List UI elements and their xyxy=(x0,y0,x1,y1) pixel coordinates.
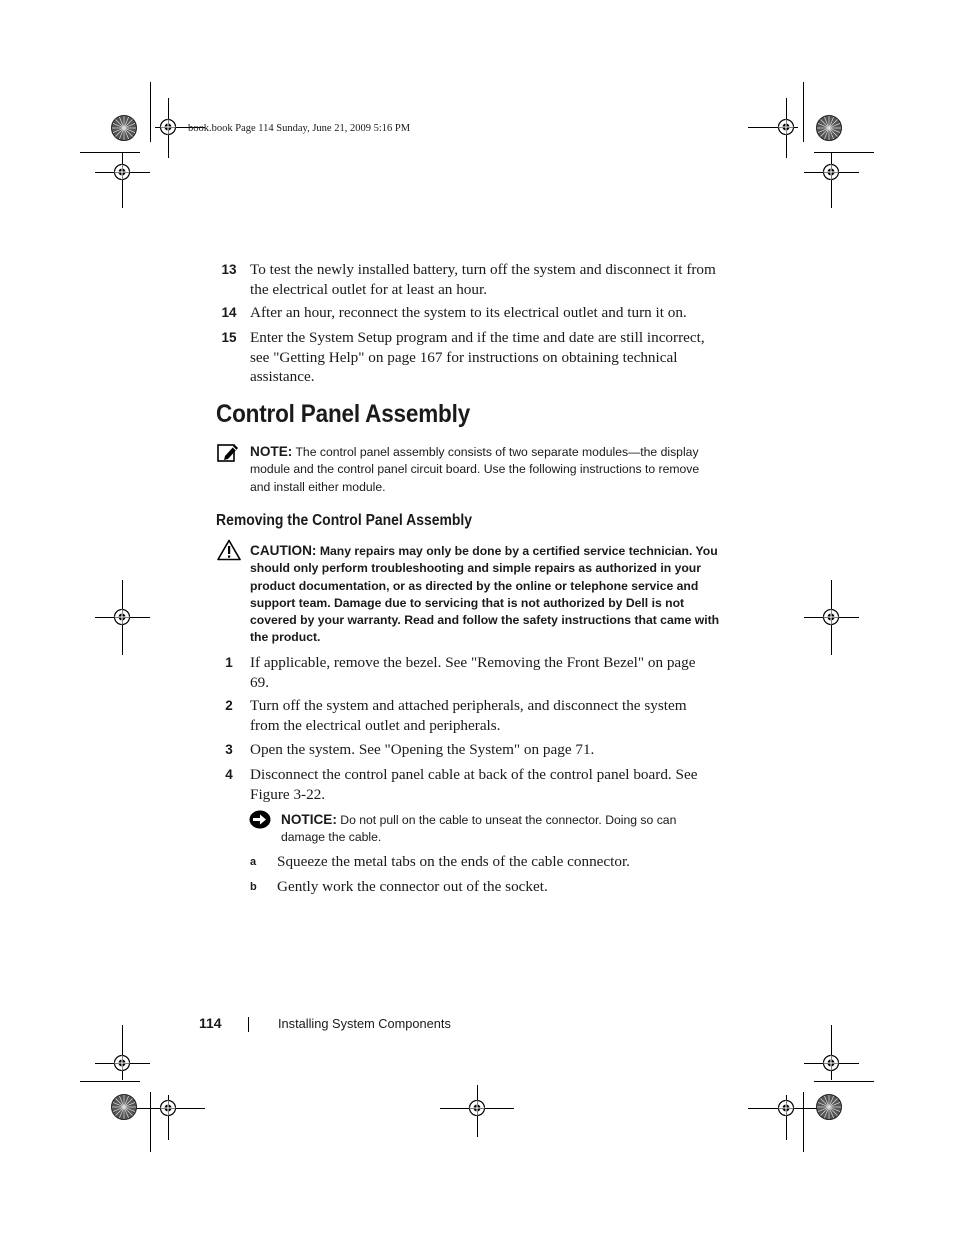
list-item xyxy=(216,303,716,323)
caution-label: CAUTION: xyxy=(250,543,317,558)
footer-section-title: Installing System Components xyxy=(278,1016,451,1031)
step-text: To test the newly installed battery, turn off the system and disconnect it from the electrical outlet for at least an hour. xyxy=(250,261,716,298)
step-text: Turn off the system and attached peripherals, and disconnect the system from the electrical outlet and peripherals. xyxy=(250,697,687,734)
caution-text: Many repairs may only be done by a certified service technician. You should only perform troubleshooting and simple repairs as authorized in your product documentation, or as directed by the online or telephone service and support team. Damage due to servicing that is not authorized by Dell is not covered by your warranty. Read and follow the safety instructions that came with the product. xyxy=(250,544,720,645)
list-item xyxy=(250,852,720,872)
list-item xyxy=(216,696,716,735)
note-text: The control panel assembly consists of two separate modules—the display module and the control panel circuit board. Use the following instructions to remove and install either module. xyxy=(250,445,700,494)
warning-triangle-icon xyxy=(217,539,241,561)
step-number: 2 xyxy=(225,698,233,713)
substep-text: Gently work the connector out of the socket. xyxy=(277,878,548,895)
page-number: 114 xyxy=(199,1015,222,1031)
list-item xyxy=(216,653,716,692)
substep-letter: a xyxy=(250,856,257,868)
note-pencil-icon xyxy=(217,443,239,463)
note-callout xyxy=(250,443,720,496)
step-number: 13 xyxy=(221,262,237,277)
page-title: Control Panel Assembly xyxy=(216,400,471,428)
section-heading: Removing the Control Panel Assembly xyxy=(216,512,473,529)
substep-letter: b xyxy=(250,881,257,893)
notice-arrow-icon xyxy=(249,810,271,829)
note-label: NOTE: xyxy=(250,444,293,459)
list-item xyxy=(216,765,716,804)
step-text: Open the system. See "Opening the System" on page 71. xyxy=(250,741,595,758)
notice-text: Do not pull on the cable to unseat the connector. Doing so can damage the cable. xyxy=(281,813,677,845)
substep-text: Squeeze the metal tabs on the ends of the cable connector. xyxy=(277,853,630,870)
step-number: 4 xyxy=(225,767,233,782)
step-number: 14 xyxy=(221,305,237,320)
notice-label: NOTICE: xyxy=(281,812,337,827)
step-text: After an hour, reconnect the system to its electrical outlet and turn it on. xyxy=(250,304,687,321)
step-text: If applicable, remove the bezel. See "Removing the Front Bezel" on page 69. xyxy=(250,654,696,691)
step-number: 3 xyxy=(225,742,233,757)
step-text: Disconnect the control panel cable at back of the control panel board. See Figure 3-22. xyxy=(250,766,698,803)
step-number: 15 xyxy=(221,330,237,345)
step-text: Enter the System Setup program and if the time and date are still incorrect, see "Getting Help" on page 167 for instructions on obtaining technical assistance. xyxy=(250,329,705,385)
caution-callout xyxy=(250,542,720,647)
list-item xyxy=(216,740,716,760)
print-slug: book.book Page 114 Sunday, June 21, 2009 5:16 PM xyxy=(188,123,411,134)
list-item xyxy=(250,877,720,897)
list-item xyxy=(216,328,716,387)
list-item xyxy=(216,260,716,299)
step-number: 1 xyxy=(225,655,233,670)
notice-callout xyxy=(281,811,701,847)
footer-divider xyxy=(248,1017,249,1032)
